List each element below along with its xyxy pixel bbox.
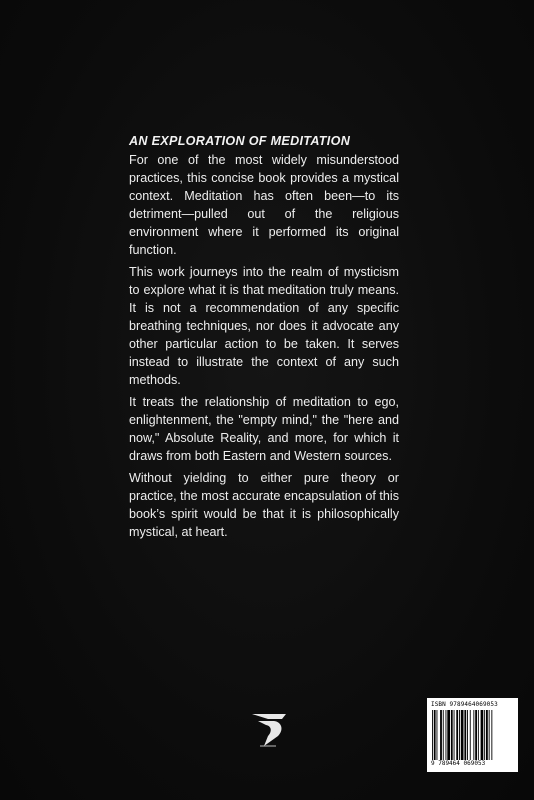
isbn-label: ISBN 9789464069053 bbox=[431, 701, 498, 708]
barcode-bar bbox=[486, 710, 488, 760]
barcode-number: 9 789464 069053 bbox=[431, 760, 486, 767]
barcode bbox=[427, 698, 518, 772]
barcode-bar bbox=[484, 710, 485, 760]
barcode-bar bbox=[491, 710, 492, 760]
barcode-bar bbox=[456, 710, 458, 760]
barcode-bar bbox=[451, 710, 453, 760]
blurb-paragraph: Without yielding to either pure theory or practice, the most accurate encapsulation of this book’s spirit would be that it is philosophically mystical, at heart. bbox=[129, 471, 399, 539]
barcode-bar bbox=[440, 710, 442, 760]
barcode-bar bbox=[454, 710, 455, 760]
blurb-paragraph: For one of the most widely misunderstood practices, this concise book provides a mystical context. Meditation has often been—to its detriment—pulled out of the religious environment where it performed its original function. bbox=[129, 153, 399, 257]
barcode-bar bbox=[443, 710, 444, 760]
barcode-bar bbox=[478, 710, 479, 760]
barcode-bar bbox=[473, 710, 474, 760]
barcode-bar bbox=[459, 710, 460, 760]
barcode-bar bbox=[481, 710, 484, 760]
barcode-bar bbox=[432, 710, 433, 760]
blurb-paragraph: It treats the relationship of meditation to ego, enlightenment, the "empty mind," the "here and now," Absolute Reality, and more, for which it draws from both Eastern and Western sources. bbox=[129, 395, 399, 463]
barcode-bar bbox=[461, 710, 464, 760]
blurb-heading: AN EXPLORATION OF MEDITATION bbox=[129, 134, 351, 148]
blurb bbox=[129, 134, 399, 545]
barcode-bar bbox=[447, 710, 450, 760]
publisher-logo-icon bbox=[246, 706, 292, 752]
barcode-bar bbox=[434, 710, 436, 760]
barcode-bar bbox=[470, 710, 471, 760]
barcode-bar bbox=[446, 710, 447, 760]
barcode-bar bbox=[464, 710, 466, 760]
barcode-bar bbox=[437, 710, 438, 760]
barcode-bar bbox=[475, 710, 477, 760]
barcode-bar bbox=[467, 710, 468, 760]
barcode-bar bbox=[489, 710, 490, 760]
barcode-bars bbox=[431, 710, 514, 760]
blurb-paragraph: This work journeys into the realm of mysticism to explore what it is that meditation truly means. It is not a recommendation of any specific breathing techniques, nor does it advocate any other particular action to be taken. It serves instead to illustrate the context of any such methods. bbox=[129, 265, 399, 387]
